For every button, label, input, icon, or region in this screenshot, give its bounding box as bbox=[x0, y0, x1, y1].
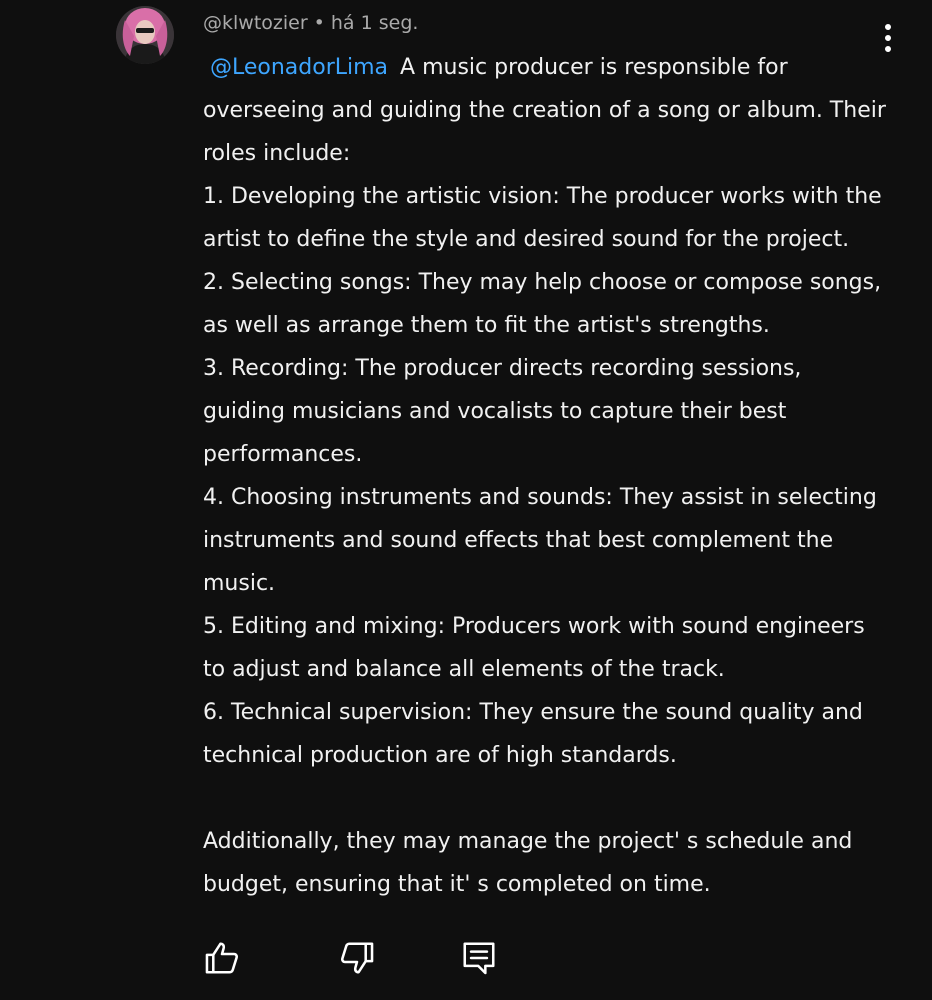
comment-text bbox=[203, 46, 903, 906]
comment-line: 3. Recording: The producer directs recording sessions, bbox=[203, 356, 802, 381]
like-button[interactable] bbox=[200, 936, 244, 980]
dislike-button[interactable] bbox=[335, 936, 379, 980]
comment-line: instruments and sound effects that best complement the bbox=[203, 528, 834, 553]
avatar-image bbox=[116, 6, 174, 64]
comment-line: technical production are of high standards. bbox=[203, 743, 677, 768]
meta-separator: • bbox=[313, 12, 325, 34]
comment-line: to adjust and balance all elements of the track. bbox=[203, 657, 725, 682]
comment-line: 5. Editing and mixing: Producers work with sound engineers bbox=[203, 614, 865, 639]
comment-line: 4. Choosing instruments and sounds: They assist in selecting bbox=[203, 485, 877, 510]
comment-line: 2. Selecting songs: They may help choose or compose songs, bbox=[203, 270, 882, 295]
author-name[interactable]: @klwtozier bbox=[203, 12, 308, 34]
avatar[interactable] bbox=[116, 6, 174, 64]
comment-line: budget, ensuring that it' s completed on time. bbox=[203, 872, 711, 897]
timestamp[interactable]: há 1 seg. bbox=[330, 12, 419, 34]
comment-actions bbox=[0, 936, 932, 980]
comment-line: 6. Technical supervision: They ensure the sound quality and bbox=[203, 700, 863, 725]
comment-line: music. bbox=[203, 571, 276, 596]
comment-line: artist to define the style and desired sound for the project. bbox=[203, 227, 850, 252]
blank-line bbox=[203, 777, 903, 820]
mention-link[interactable]: @LeonadorLima bbox=[210, 55, 389, 80]
comment-line: guiding musicians and vocalists to capture their best bbox=[203, 399, 787, 424]
comment-line: overseeing and guiding the creation of a song or album. Their bbox=[203, 98, 886, 123]
comment-line: performances. bbox=[203, 442, 363, 467]
comment-line: @LeonadorLima A music producer is responsible for bbox=[203, 46, 903, 89]
comment-line: Additionally, they may manage the project' s schedule and bbox=[203, 829, 853, 854]
thumbs-down-icon bbox=[338, 939, 376, 977]
reply-button[interactable] bbox=[457, 936, 501, 980]
reply-comment-icon bbox=[460, 939, 498, 977]
comment-line: 1. Developing the artistic vision: The producer works with the bbox=[203, 184, 882, 209]
comment-header bbox=[203, 10, 418, 36]
comment-line: as well as arrange them to fit the artist's strengths. bbox=[203, 313, 770, 338]
comment-line: roles include: bbox=[203, 141, 351, 166]
thumbs-up-icon bbox=[203, 939, 241, 977]
